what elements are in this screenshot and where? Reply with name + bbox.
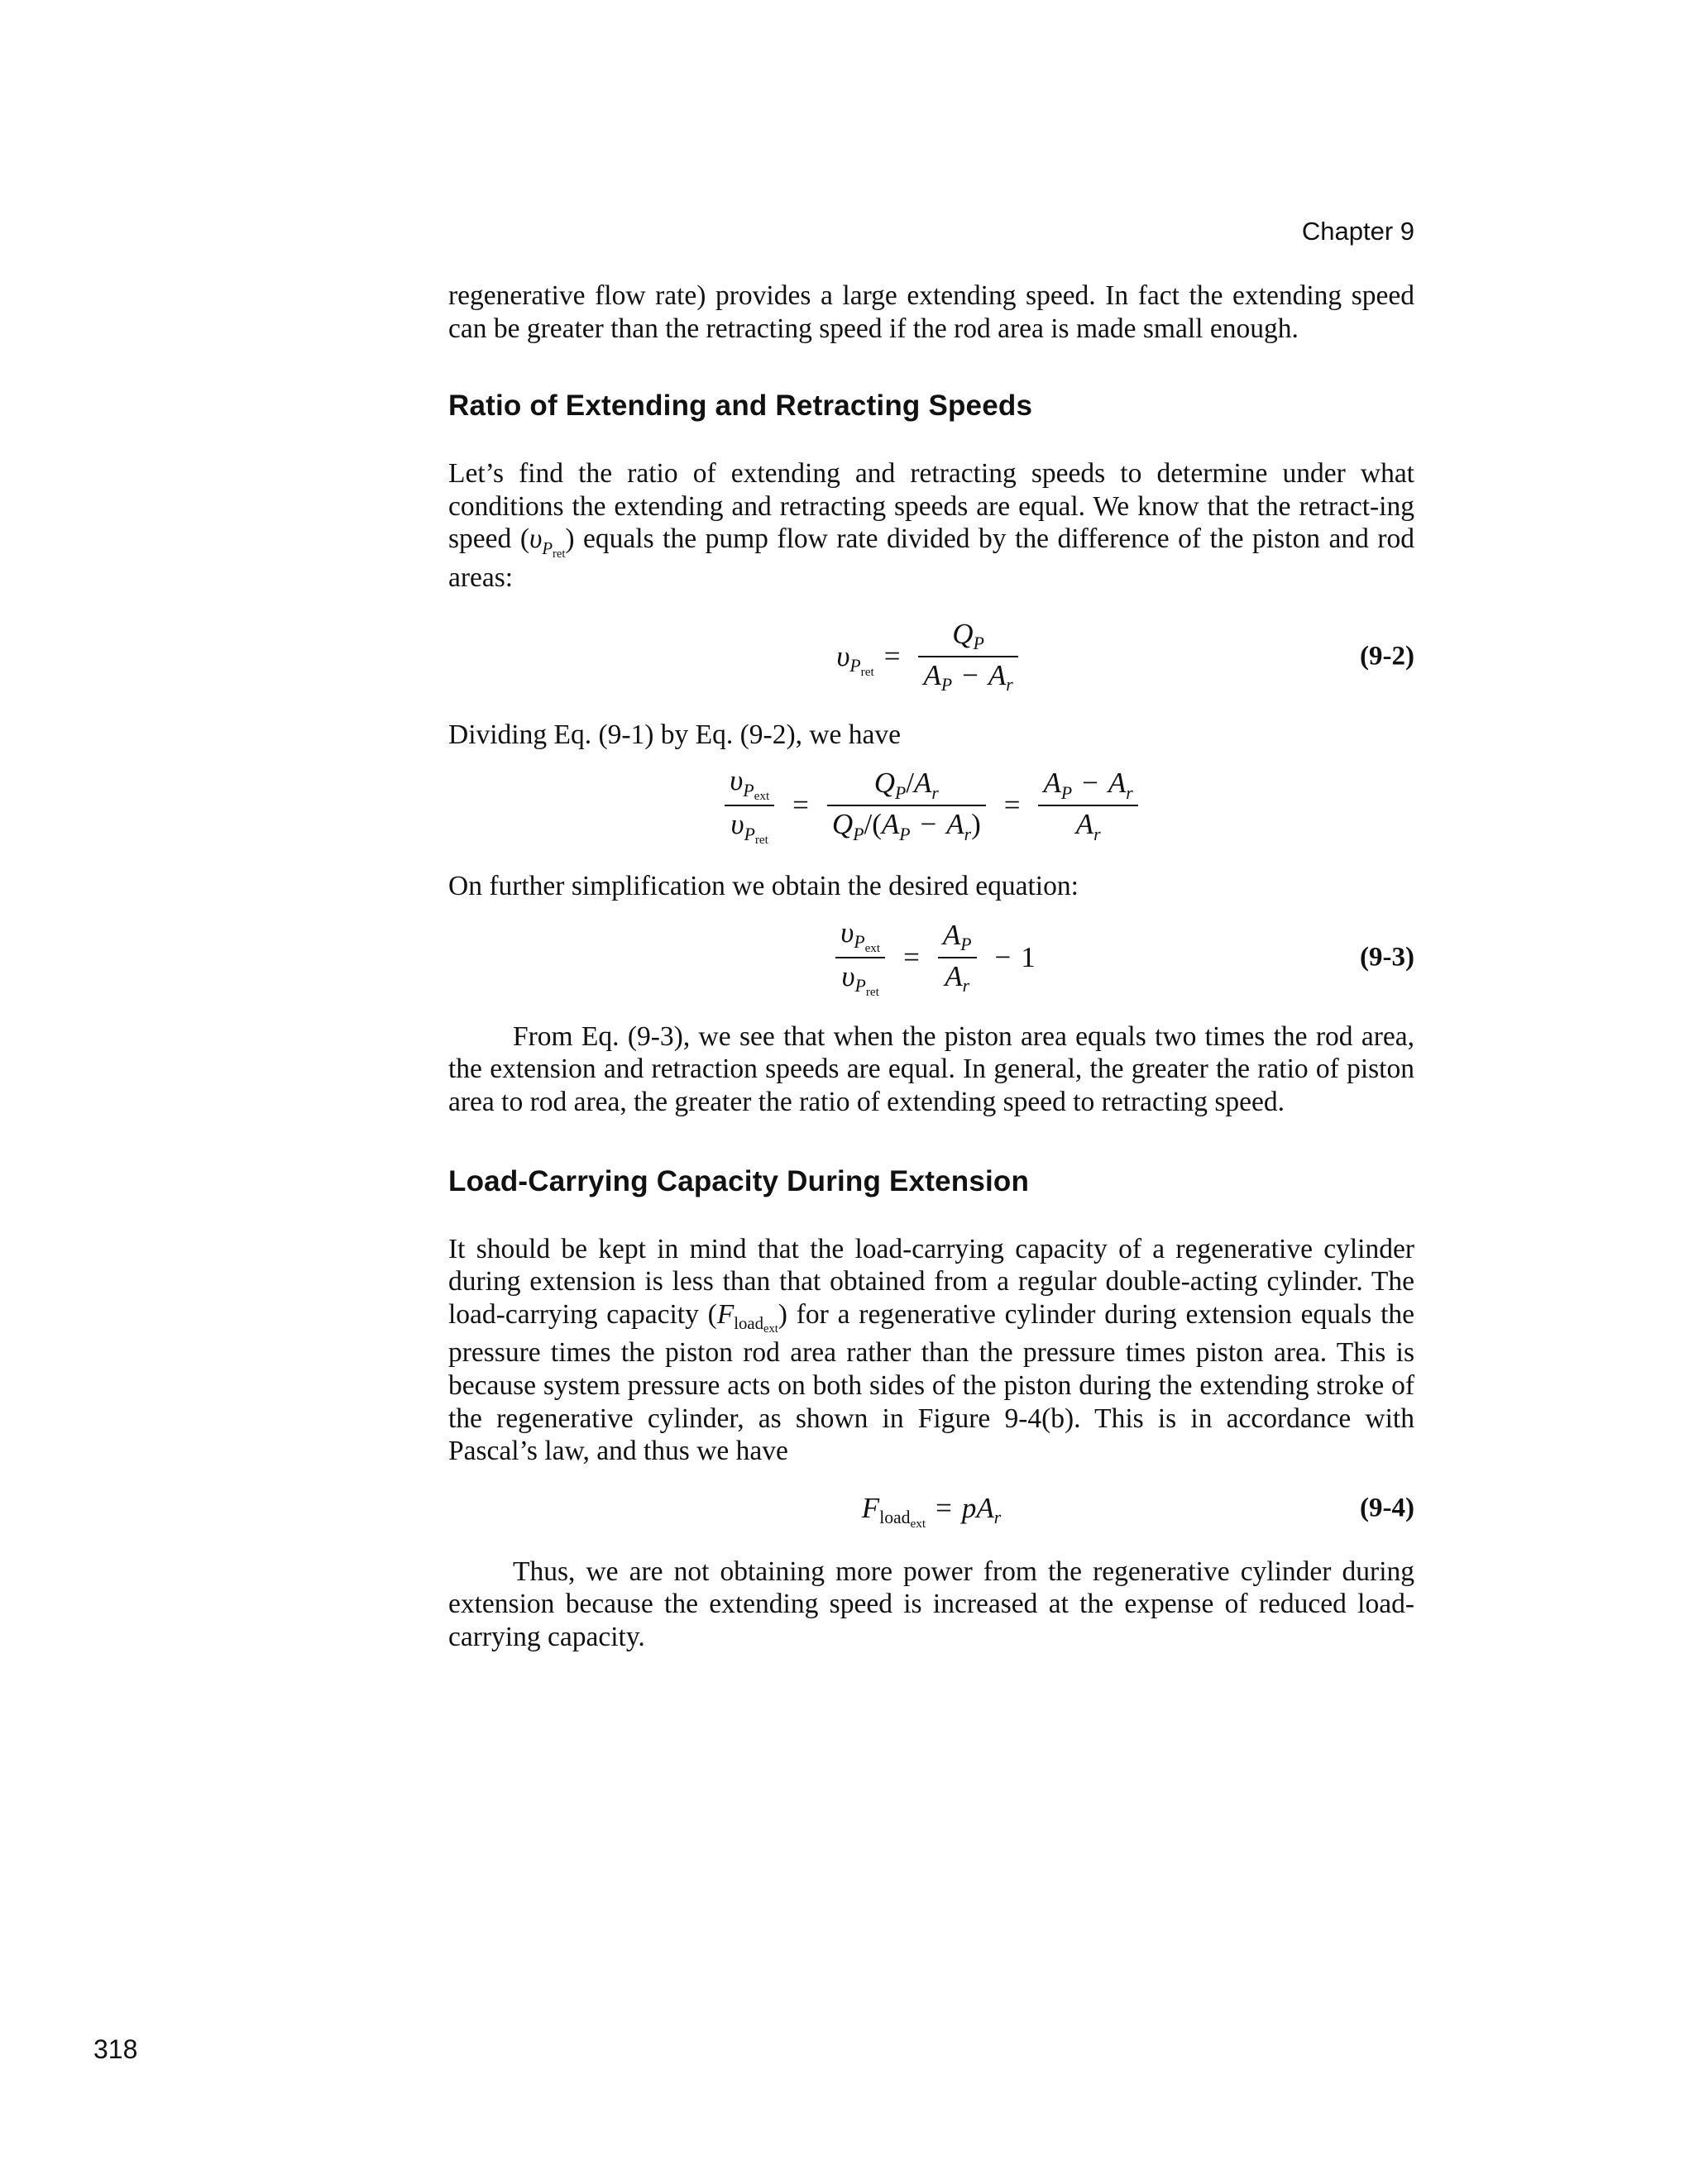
- ratio-intro-text-b: equals the pump flow rate divided by the difference of the piston and rod areas:: [448, 523, 1415, 593]
- inline-symbol-v-p-ret: $(\upsilon_{P_{ret}})$: [519, 523, 575, 561]
- load-intro-paragraph: [448, 1233, 1414, 1468]
- heading-ratio-of-speeds: Ratio of Extending and Retracting Speeds: [448, 389, 1033, 423]
- running-head-chapter: Chapter 9: [1301, 217, 1414, 246]
- ratio-intro-paragraph: [448, 457, 1414, 594]
- equation-9-3: $\frac{\upsilon_{P_{ext}}}{\upsilon_{P_{ret}}}$ = $\frac{A_P}{A_r}$ − 1 (9-3): [448, 911, 1414, 1004]
- load-conclusion-paragraph: Thus, we are not obtaining more power from the regenerative cylinder during extension because the extending speed is increased at the expense of reduced load-carrying capacity.: [448, 1556, 1414, 1652]
- inline-symbol-f-load-ext: $(F_{load_{ext}})$: [707, 1298, 787, 1336]
- heading-load-carrying-capacity: Load-Carrying Capacity During Extension: [448, 1164, 1030, 1197]
- equation-number-9-4: (9-4): [1360, 1493, 1414, 1523]
- ratio-intro-text-a: Let’s find the ratio of extending and retracting speeds to determine under what conditions the extending and retracting speeds are equal. We know that the retract-ing speed: [448, 458, 1414, 555]
- page-body: [448, 280, 1414, 1653]
- equation-ratio-derivation: $\frac{\upsilon_{P_{ext}}}{\upsilon_{P_{ret}}}$ = $\frac{Q_P/A_r}{Q_P/(A_P - A_r)}$ = $\frac{A_P - A_r}{A_r}$: [448, 759, 1414, 852]
- simplification-text: On further simplification we obtain the desired equation:: [448, 871, 1079, 902]
- equation-number-9-2: (9-2): [1360, 641, 1414, 671]
- ratio-conclusion-paragraph: From Eq. (9-3), we see that when the piston area equals two times the rod area, the extension and retraction speeds are equal. In general, the greater the ratio of piston area to rod area, the greater the ratio of extending speed to retracting speed.: [448, 1020, 1414, 1117]
- equation-number-9-3: (9-3): [1360, 942, 1414, 973]
- intro-paragraph: regenerative flow rate) provides a large extending speed. In fact the extending speed can be greater than the retracting speed if the rod area is made small enough.: [448, 280, 1414, 344]
- dividing-text: Dividing Eq. (9-1) by Eq. (9-2), we have: [448, 719, 902, 750]
- page-number: 318: [93, 2034, 138, 2064]
- load-intro-text-a: It should be kept in mind that the load-carrying capacity of a regenerative cylinder during extension is less than that obtained from a regular double-acting cylinder. The load-carrying capacity: [448, 1233, 1414, 1330]
- equation-9-4: $F_{load_{ext}}$ = $pA_r$ (9-4): [861, 1491, 1414, 1531]
- equation-9-2: $\upsilon_{P_{ret}}$ = $\frac{Q_P}{A_P - A_r}$ (9-2): [836, 617, 1414, 695]
- load-intro-text-b: for a regenerative cylinder during extension equals the pressure times the piston rod area rather than the pressure times piston area. This is because system pressure acts on both sides of the piston during the extending stroke of the regenerative cylinder, as shown in Figure 9-4(b). This is in accordance with Pascal’s law, and thus we have: [448, 1298, 1414, 1467]
